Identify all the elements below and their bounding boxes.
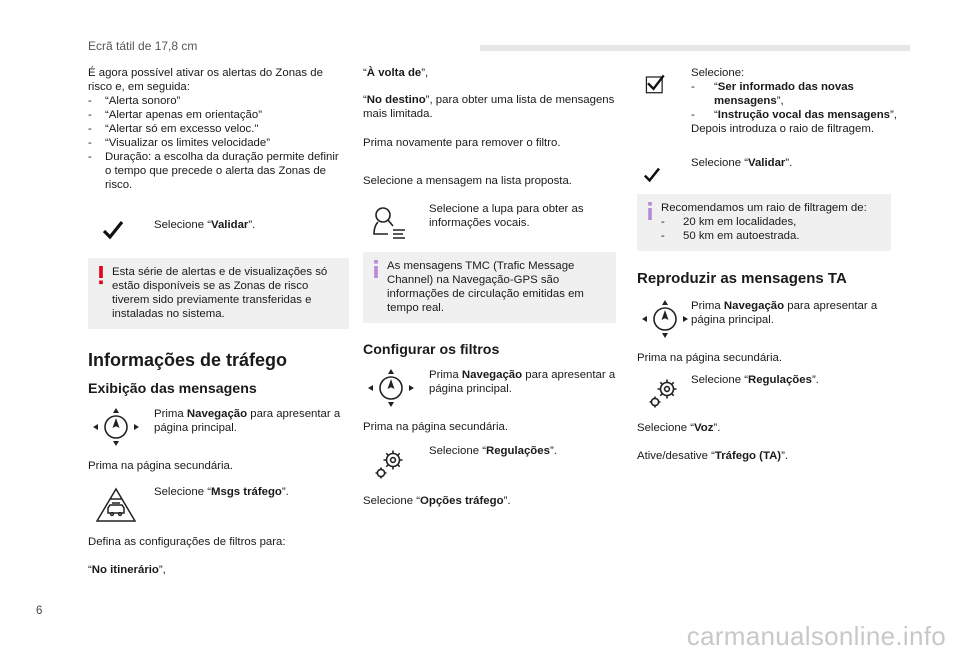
body-text: Selecione “Voz”. [637, 422, 721, 434]
step-validate [637, 156, 897, 194]
header-bar [480, 45, 910, 51]
step-validate [88, 212, 348, 252]
info-box [637, 194, 891, 251]
page-number: 6 [36, 605, 43, 617]
info-text: As mensagens TMC (Trafic Message Channel) na Navegação-GPS são informações de circulação emitidas em tempo real. [387, 260, 584, 314]
body-text: Selecione “Opções tráfego”. [363, 495, 511, 507]
step-text: Selecione “Validar”. [691, 157, 793, 169]
header-title: Ecrã tátil de 17,8 cm [88, 39, 198, 53]
column-2 [363, 66, 623, 508]
list-item: - “Ser informado das novas mensagens”, [691, 80, 897, 108]
step-text: Prima Navegação para apresentar a página principal. [429, 369, 616, 395]
warning-box [88, 258, 349, 329]
step-text: Selecione “Regulações”. [691, 374, 819, 386]
body-text: Selecione a mensagem na lista proposta. [363, 175, 572, 187]
body-text: Defina as configurações de filtros para: [88, 536, 286, 548]
body-text: “No destino”, para obter uma lista de mensagens mais limitada. [363, 94, 615, 120]
step-text: Prima Navegação para apresentar a página principal. [691, 300, 878, 326]
step-text: Depois introduza o raio de filtragem. [691, 123, 874, 135]
step-text: Selecione “Regulações”. [429, 445, 557, 457]
list-item: - 20 km em localidades, [661, 215, 881, 229]
checkbox-icon [637, 66, 681, 110]
intro-text: É agora possível ativar os alertas do Zonas de risco e, em seguida: [88, 67, 323, 93]
step-messages [88, 483, 348, 527]
subsection-heading: Exibição das mensagens [88, 381, 257, 397]
list-item: - “Alertar só em excesso veloc." [88, 122, 348, 136]
step-text: Selecione “Validar”. [154, 219, 256, 231]
step-settings [637, 371, 897, 411]
step-navigation [637, 297, 897, 343]
compass-icon [363, 366, 419, 410]
step-text: Selecione “Msgs tráfego”. [154, 486, 289, 498]
info-text: Recomendamos um raio de filtragem de: [661, 202, 867, 214]
check-icon [88, 212, 144, 256]
compass-icon [637, 297, 693, 341]
step-text: Prima Navegação para apresentar a página principal. [154, 408, 341, 434]
list-item: - “Instrução vocal das mensagens”, [691, 108, 897, 122]
info-icon [371, 259, 381, 279]
gear-icon [363, 442, 419, 486]
subsection-heading: Reproduzir as mensagens TA [637, 270, 847, 287]
body-text: “No itinerário”, [88, 564, 166, 576]
watermark: carmanualsonline.info [686, 621, 946, 651]
list-item: - “Alerta sonoro” [88, 94, 348, 108]
body-text: Prima na página secundária. [88, 460, 234, 472]
step-text: Selecione: [691, 67, 745, 79]
voice-magnifier-icon [363, 200, 419, 244]
warning-icon [96, 265, 106, 285]
body-text: Ative/desative “Tráfego (TA)”. [637, 450, 789, 462]
step-navigation [88, 405, 348, 451]
step-options [637, 66, 897, 136]
compass-icon [88, 405, 144, 449]
column-3 [637, 66, 897, 463]
section-heading: Informações de tráfego [88, 350, 288, 370]
body-text: Prima na página secundária. [363, 421, 509, 433]
column-1 [88, 66, 348, 577]
step-navigation [363, 366, 623, 412]
list-item: - 50 km em autoestrada. [661, 229, 881, 243]
body-text: “À volta de”, [363, 67, 429, 79]
list-item: - “Alertar apenas em orientação” [88, 108, 348, 122]
info-icon [645, 201, 655, 221]
traffic-icon [88, 483, 144, 527]
body-text: Prima na página secundária. [637, 352, 783, 364]
list-item: - “Visualizar os limites velocidade” [88, 136, 348, 150]
step-text: Selecione a lupa para obter as informações vocais. [429, 203, 584, 229]
subsection-heading: Configurar os filtros [363, 342, 500, 358]
gear-icon [637, 371, 693, 415]
step-voice [363, 200, 623, 246]
step-settings [363, 442, 623, 486]
body-text: Prima novamente para remover o filtro. [363, 137, 561, 149]
info-box [363, 252, 616, 323]
list-item: - Duração: a escolha da duração permite definir o tempo que precede o alerta das Zonas de risco. [88, 150, 348, 192]
warning-text: Esta série de alertas e de visualizações só estão disponíveis se as Zonas de risco tiverem sido previamente transferidas e instaladas no sistema. [112, 266, 328, 320]
